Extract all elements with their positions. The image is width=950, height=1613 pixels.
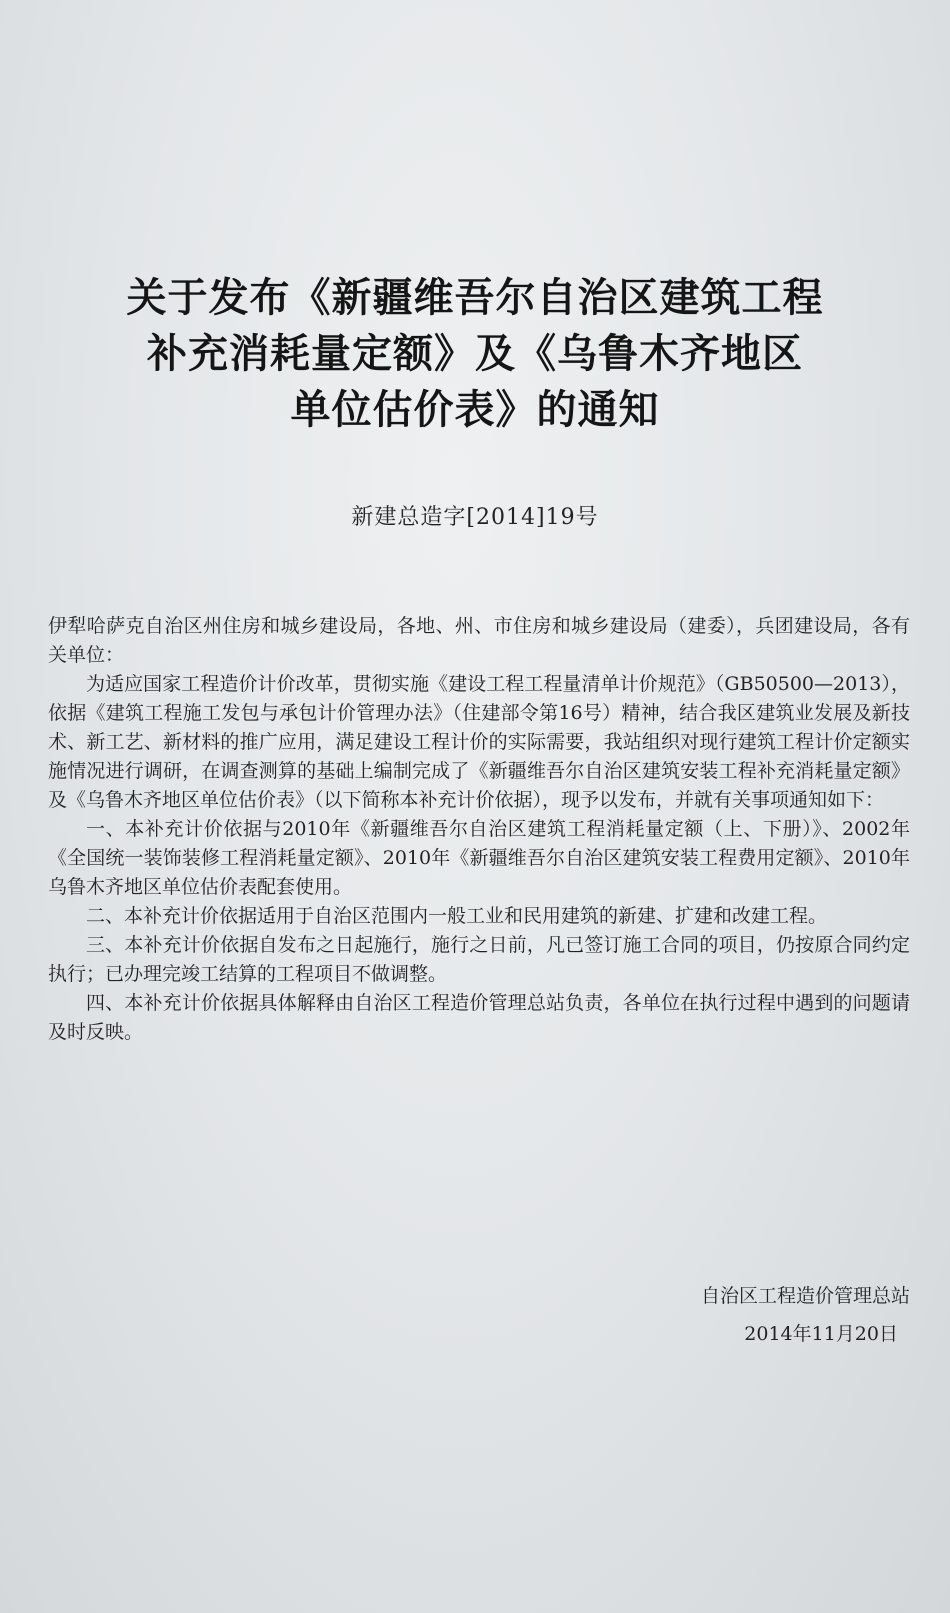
- signature-organization: 自治区工程造价管理总站: [700, 1285, 910, 1307]
- paragraph-intro: 为适应国家工程造价计价改革，贯彻实施《建设工程工程量清单计价规范》（GB50500—2013），依据《建筑工程施工发包与承包计价管理办法》（住建部令第16号）精神，结合我区建筑业发展及新技术、新工艺、新材料的推广应用，满足建设工程计价的实际需要，我站组织对现行建筑工程计价定额实施情况进行调研，在调查测算的基础上编制完成了《新疆维吾尔自治区建筑安装工程补充消耗量定额》及《乌鲁木齐地区单位估价表》（以下简称本补充计价依据），现予以发布，并就有关事项通知如下：: [48, 673, 910, 811]
- paragraph-item-2: 二、本补充计价依据适用于自治区范围内一般工业和民用建筑的新建、扩建和改建工程。: [86, 905, 828, 927]
- paragraph-item-4: 四、本补充计价依据具体解释由自治区工程造价管理总站负责，各单位在执行过程中遇到的问题请及时反映。: [48, 992, 910, 1043]
- paragraph-item-3: 三、本补充计价依据自发布之日起施行，施行之日前，凡已签订施工合同的项目，仍按原合同约定执行；已办理完竣工结算的工程项目不做调整。: [48, 934, 910, 985]
- document-title: [0, 270, 950, 438]
- paragraph-item-1: 一、本补充计价依据与2010年《新疆维吾尔自治区建筑工程消耗量定额（上、下册）》、2002年《全国统一装饰装修工程消耗量定额》、2010年《新疆维吾尔自治区建筑安装工程费用定额》、2010年乌鲁木齐地区单位估价表配套使用。: [48, 818, 910, 898]
- title-line-3: 单位估价表》的通知: [290, 387, 660, 433]
- document-body: [48, 612, 910, 1047]
- document-number: 新建总造字[2014]19号: [351, 505, 599, 530]
- title-line-1: 关于发布《新疆维吾尔自治区建筑工程: [126, 275, 824, 321]
- addressee: 伊犁哈萨克自治区州住房和城乡建设局，各地、州、市住房和城乡建设局（建委），兵团建设局，各有关单位：: [48, 615, 910, 666]
- signature-block: [701, 1277, 910, 1353]
- title-line-2: 补充消耗量定额》及《乌鲁木齐地区: [147, 331, 803, 377]
- signature-date: 2014年11月20日: [744, 1323, 898, 1345]
